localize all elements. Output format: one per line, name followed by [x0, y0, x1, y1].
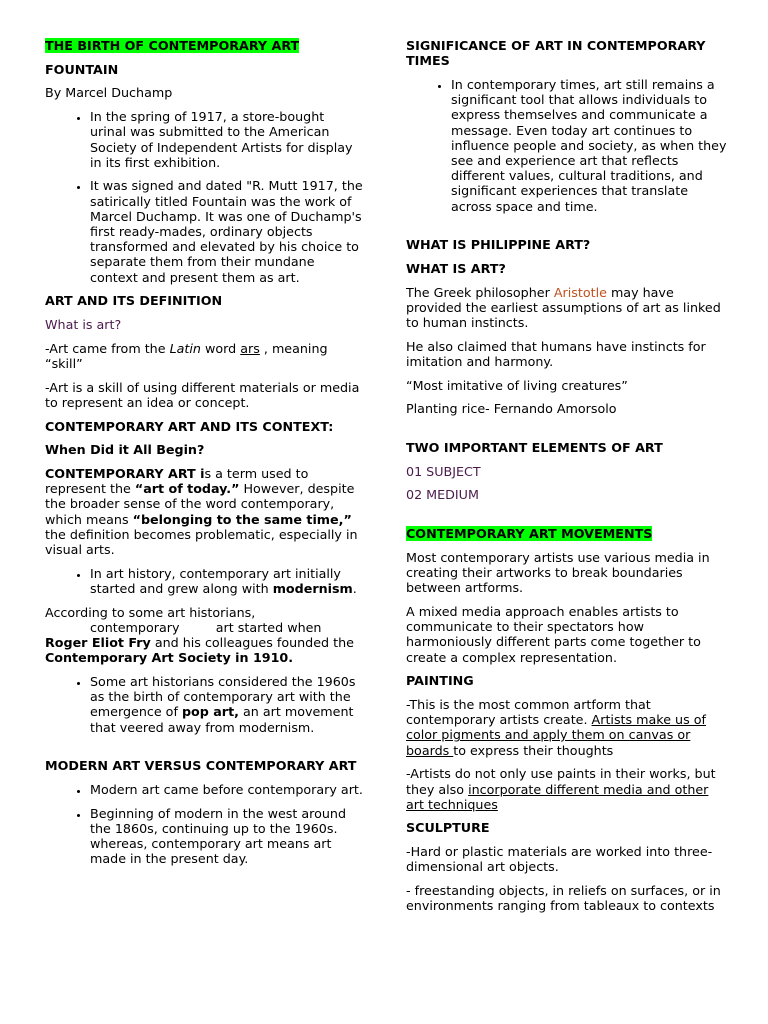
instincts-paragraph: He also claimed that humans have instincts for imitation and harmony.: [406, 338, 706, 369]
fountain-heading: FOUNTAIN: [45, 61, 119, 77]
document-title: THE BIRTH OF CONTEMPORARY ART: [45, 38, 300, 53]
what-is-art-question: What is art?: [45, 317, 122, 333]
aristotle-paragraph: The Greek philosopher Aristotle may have provided the earliest assumptions of art as linked to human instincts.: [406, 284, 721, 331]
modern-list: [45, 782, 363, 867]
left-column: [45, 38, 363, 875]
significance-list: [406, 77, 728, 214]
elements-heading: TWO IMPORTANT ELEMENTS OF ART: [406, 440, 663, 456]
what-is-art-heading: WHAT IS ART?: [406, 260, 506, 276]
element-subject: 01 SUBJECT: [406, 463, 481, 479]
list-item: • Some art historians considered the 1960s as the birth of contemporary art with the emergence of pop art, an art movement that veered away from modernism.: [90, 674, 363, 735]
list-item: • Modern art came before contemporary art.: [90, 782, 363, 797]
list-item: • In contemporary times, art still remains a significant tool that allows individuals to express themselves and communicate a message. Even today art continues to influence people and society, as when they see and experience art that reflects different values, cultural traditions, and significant experiences that translate across space and time.: [451, 77, 728, 214]
fountain-list: [45, 109, 363, 285]
movements-heading: CONTEMPORARY ART MOVEMENTS: [406, 526, 653, 542]
sculpture-heading: SCULPTURE: [406, 820, 490, 836]
when-heading: When Did it All Begin?: [45, 442, 205, 458]
list-item: • In the spring of 1917, a store-bought urinal was submitted to the American Society of Independent Artists for display in its first exhibition.: [90, 109, 363, 170]
philippine-art-heading: WHAT IS PHILIPPINE ART?: [406, 237, 591, 253]
pop-art-list: [45, 674, 363, 735]
quote-paragraph: “Most imitative of living creatures”: [406, 377, 628, 393]
art-definition-heading: ART AND ITS DEFINITION: [45, 293, 223, 309]
art-origin-paragraph: -Art came from the Latin word ars , meaning “skill”: [45, 340, 328, 371]
painting-paragraph-1: -This is the most common artform that contemporary artists create. Artists make us of color pigments and apply them on canvas or boards to express their thoughts: [406, 697, 706, 758]
byline: By Marcel Duchamp: [45, 85, 173, 101]
history-list: [45, 566, 363, 596]
contemporary-art-paragraph: CONTEMPORARY ART is a term used to represent the “art of today.” However, despite the broader sense of the word contemporary, which means “belonging to the same time,” the definition becomes problematic, especially in visual arts.: [45, 465, 358, 557]
context-heading: CONTEMPORARY ART AND ITS CONTEXT:: [45, 418, 334, 434]
movements-paragraph-1: Most contemporary artists use various media in creating their artworks to break boundaries between artforms.: [406, 549, 710, 596]
modern-vs-contemporary-heading: MODERN ART VERSUS CONTEMPORARY ART: [45, 758, 357, 774]
list-item: • In art history, contemporary art initially started and grew along with modernism.: [90, 566, 363, 596]
right-column: [406, 38, 728, 922]
art-skill-paragraph: -Art is a skill of using different materials or media to represent an idea or concept.: [45, 379, 360, 410]
sculpture-paragraph-2: - freestanding objects, in reliefs on surfaces, or in environments ranging from tableaux to contexts: [406, 883, 721, 914]
painting-heading: PAINTING: [406, 673, 474, 689]
sculpture-paragraph-1: -Hard or plastic materials are worked into three-dimensional art objects.: [406, 844, 713, 875]
movements-paragraph-2: A mixed media approach enables artists to communicate to their spectators how harmoniously different parts come together to create a complex representation.: [406, 603, 701, 665]
list-item: • It was signed and dated "R. Mutt 1917, the satirically titled Fountain was the work of Marcel Duchamp. It was one of Duchamp's first ready-mades, ordinary objects transformed and elevated by his choice to separate them from their mundane context and present them as art.: [90, 178, 363, 284]
painting-paragraph-2: -Artists do not only use paints in their works, but they also incorporate different media and other art techniques: [406, 766, 716, 812]
significance-heading: SIGNIFICANCE OF ART IN CONTEMPORARY TIMES: [406, 38, 706, 69]
element-medium: 02 MEDIUM: [406, 487, 479, 503]
according-paragraph: According to some art historians, contemporary art started when Roger Eliot Fry and his colleagues founded the Contemporary Art Society in 1910.: [45, 604, 354, 666]
planting-rice-paragraph: Planting rice- Fernando Amorsolo: [406, 401, 617, 417]
list-item: • Beginning of modern in the west around the 1860s, continuing up to the 1960s. whereas, contemporary art means art made in the present day.: [90, 806, 363, 867]
